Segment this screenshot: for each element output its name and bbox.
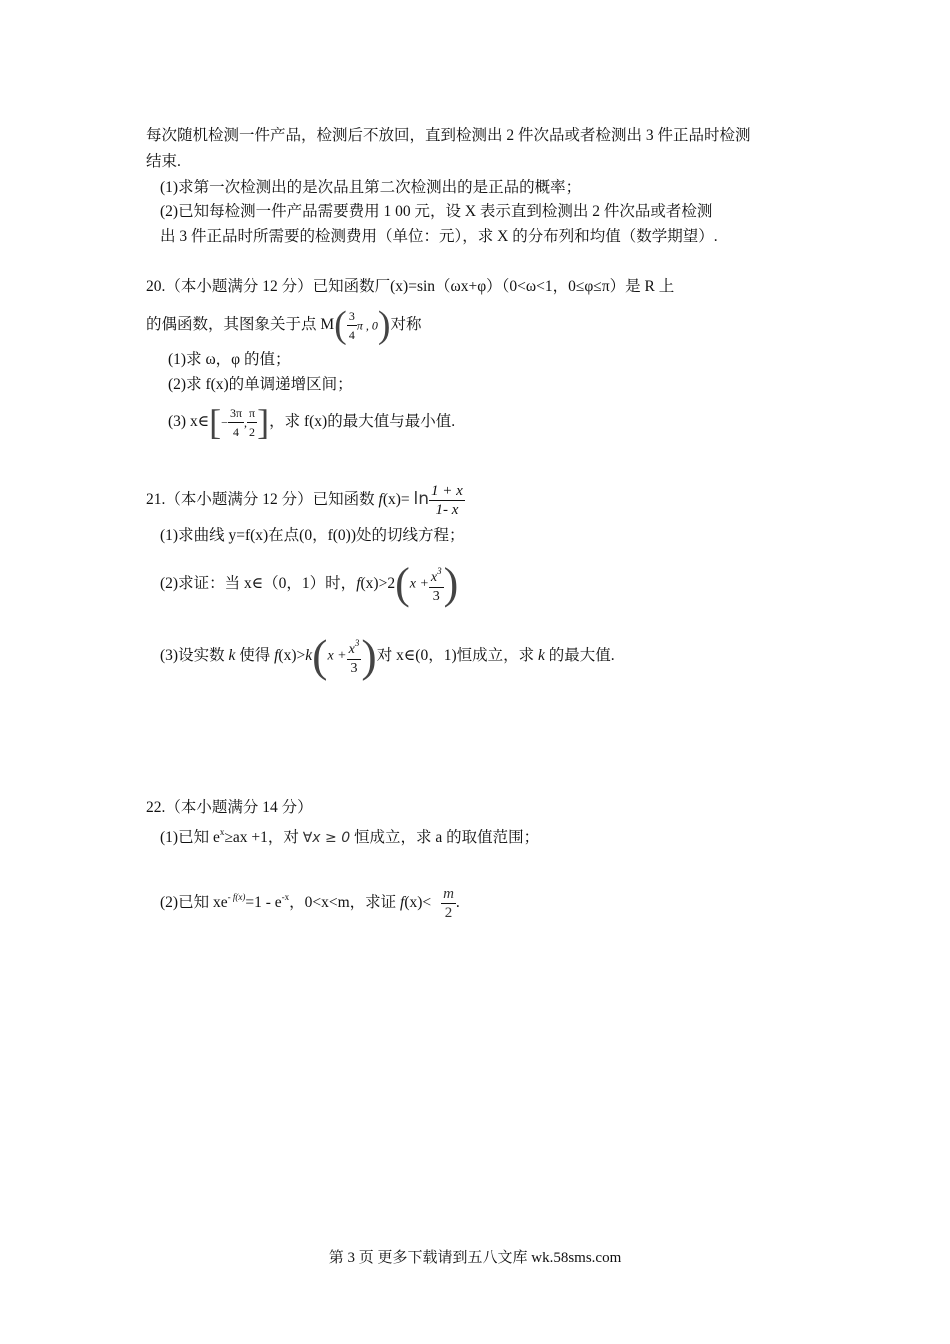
q21-part2 xyxy=(160,557,458,611)
right-bracket: ] xyxy=(257,402,270,443)
page-footer: 第 3 页 更多下载请到五八文库 wk.58sms.com xyxy=(328,1250,622,1266)
q21-part3-pre: (3)设实数 xyxy=(160,647,229,664)
expr-x: x + xyxy=(409,576,429,592)
q20-part1: (1)求 ω，φ 的值； xyxy=(168,351,291,368)
q21-part2-mid: (x)>2 xyxy=(360,575,396,592)
q22-heading: 22.（本小题满分 14 分） xyxy=(146,799,313,816)
comma: , xyxy=(244,415,248,430)
q19-part2-b: 出 3 件正品时所需要的检测费用（单位：元），求 X 的分布列和均值（数学期望）. xyxy=(160,228,718,245)
fraction-denominator: 4 xyxy=(232,424,239,439)
q20-part3-post: ，求 f(x)的最大值与最小值. xyxy=(269,413,456,430)
q20-part3-pre: (3) x∈ xyxy=(168,413,210,430)
ln-label: ln xyxy=(413,489,430,509)
exponent-x: x xyxy=(219,827,225,837)
q20-line2-text: 的偶函数，其图象关于点 M xyxy=(146,316,335,333)
q20-line2 xyxy=(146,300,422,350)
fraction-denominator: 3 xyxy=(350,661,358,677)
q22-part2-pre: (2)已知 xe xyxy=(160,894,228,911)
q21-heading-text: 21.（本小题满分 12 分）已知函数 xyxy=(146,491,379,508)
left-paren: ( xyxy=(312,630,328,682)
function-f: f xyxy=(274,647,279,664)
q21-part3-post: 对 x∈(0，1)恒成立，求 xyxy=(376,647,538,664)
right-paren: ) xyxy=(377,304,391,347)
forall-condition: ∀x ≥ 0 xyxy=(302,830,351,846)
point-m-rest: π , 0 xyxy=(356,318,378,333)
expr-x: x + xyxy=(327,648,347,664)
fraction-denominator: 2 xyxy=(444,904,453,921)
minus-sign: − xyxy=(221,415,228,430)
fraction-denominator: 2 xyxy=(249,424,256,439)
fraction-numerator: π xyxy=(247,404,257,423)
var-k: k xyxy=(305,647,313,664)
exponent-neg-x: -x xyxy=(281,892,290,902)
q22-part1 xyxy=(160,822,539,848)
q22-part1-pre: (1)已知 e xyxy=(160,829,220,846)
q22-part1-post: 恒成立，求 a 的取值范围； xyxy=(350,829,540,846)
fraction-numerator: 1 + x xyxy=(431,482,463,499)
fraction-denominator: 4 xyxy=(348,327,355,342)
q22-part2-mid2: ，0<x<m，求证 xyxy=(289,894,401,911)
q21-heading-mid: (x)= xyxy=(382,491,410,508)
q20-part2: (2)求 f(x)的单调递增区间； xyxy=(168,376,353,393)
fraction-numerator: 3 xyxy=(347,307,357,326)
interval-left-fraction xyxy=(228,404,244,441)
q22-part1-mid: ≥ax +1，对 xyxy=(224,829,303,846)
q20-line2-end: 对称 xyxy=(390,316,422,333)
right-paren: ) xyxy=(443,559,459,609)
left-bracket: [ xyxy=(209,402,222,443)
var-k: k xyxy=(228,647,236,664)
ln-fraction xyxy=(429,482,465,519)
fraction-denominator: 3 xyxy=(432,589,440,605)
q21-part2-pre: (2)求证：当 x∈（0，1）时， xyxy=(160,575,357,592)
q21-part3-mid: 使得 xyxy=(235,647,275,664)
q19-line2: 结束. xyxy=(146,153,181,170)
cube-fraction xyxy=(347,634,362,678)
q20-part3 xyxy=(168,398,455,446)
function-f: f xyxy=(356,575,361,592)
function-f: f xyxy=(400,894,405,911)
m-over-2-fraction xyxy=(441,885,456,922)
q21-part3-end: 的最大值. xyxy=(544,647,615,664)
exponent-neg-fx: - f(x) xyxy=(227,892,246,902)
q22-part2-mid: =1 - e xyxy=(245,894,282,911)
q22-part2 xyxy=(160,874,460,920)
q21-part1: (1)求曲线 y=f(x)在点(0，f(0))处的切线方程； xyxy=(160,527,465,544)
q21-part3 xyxy=(160,628,615,684)
q19-line1: 每次随机检测一件产品，检测后不放回，直到检测出 2 件次品或者检测出 3 件正品时检测 xyxy=(146,127,751,144)
var-k: k xyxy=(538,647,545,664)
left-paren: ( xyxy=(334,304,347,347)
fraction-denominator: 1- x xyxy=(435,501,459,518)
q22-part2-mid3: (x)< xyxy=(404,894,432,911)
q21-part3-mid2: (x)> xyxy=(278,647,306,664)
cube-fraction xyxy=(429,562,444,606)
interval-right-fraction xyxy=(247,404,257,441)
function-f: f xyxy=(378,491,383,508)
left-paren: ( xyxy=(395,559,410,609)
fraction-numerator: $x^3$ xyxy=(347,634,362,660)
q20-heading: 20.（本小题满分 12 分）已知函数厂(x)=sin（ωx+φ）（0<ω<1，0≤φ≤π）是 R 上 xyxy=(146,278,675,295)
q19-part2-a: (2)已知每检测一件产品需要费用 1 00 元，设 X 表示直到检测出 2 件次品或者检测 xyxy=(160,203,713,220)
q22-part2-end: . xyxy=(455,894,460,911)
fraction-numerator: 3π xyxy=(228,404,244,423)
q21-heading xyxy=(146,474,465,524)
point-m-fraction xyxy=(347,307,357,344)
fraction-numerator: $x^3$ xyxy=(429,562,444,588)
fraction-numerator: m xyxy=(443,885,454,902)
q19-part1: (1)求第一次检测出的是次品且第二次检测出的是正品的概率； xyxy=(160,179,582,196)
right-paren: ) xyxy=(361,630,377,682)
